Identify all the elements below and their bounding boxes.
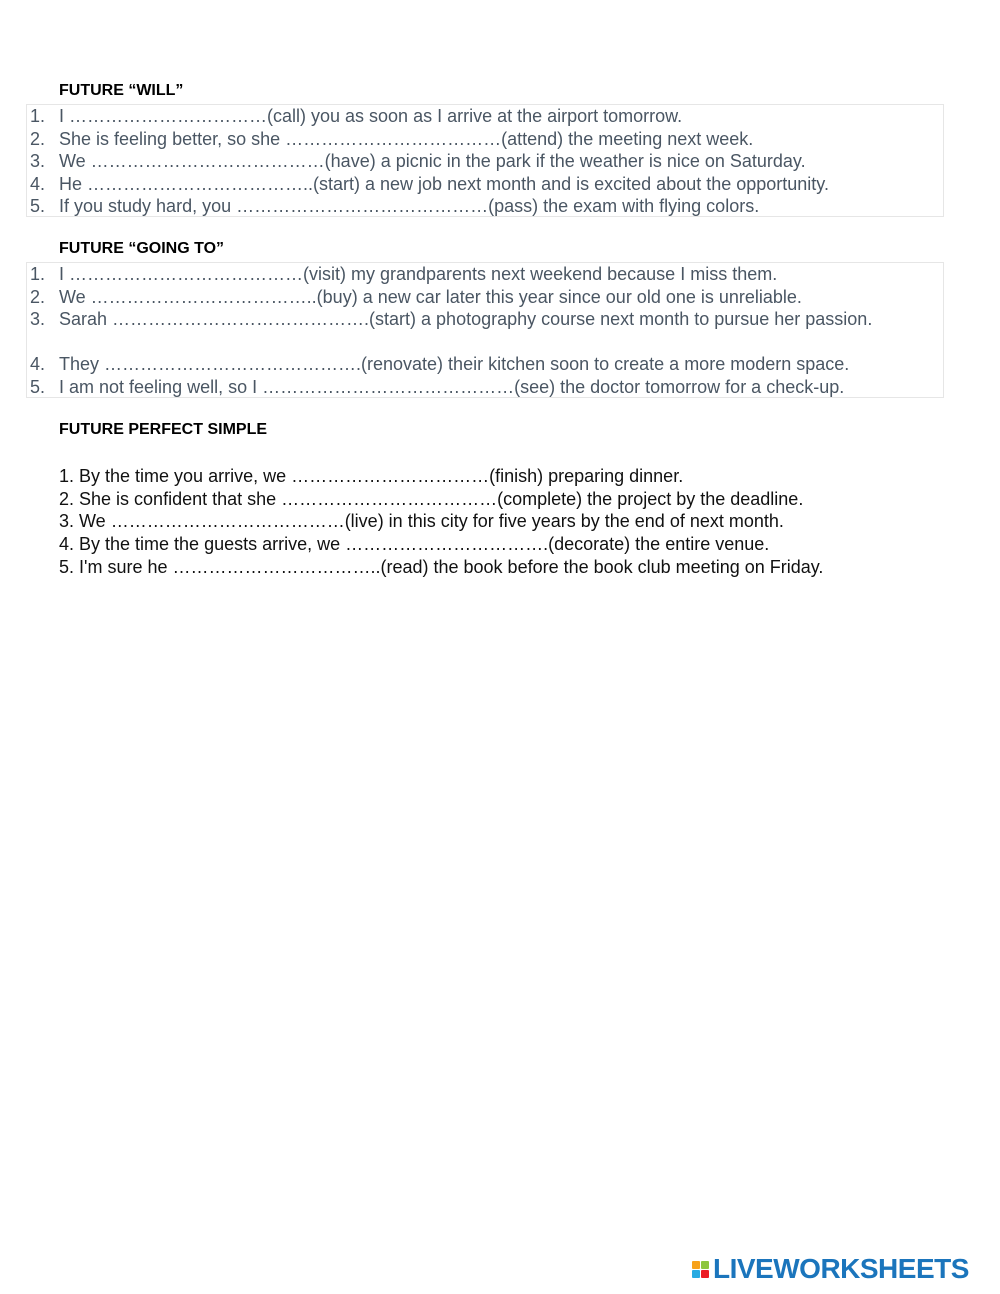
exercise-item (27, 195, 943, 218)
exercise-item (27, 173, 943, 196)
item-text: I am not feeling well, so I ……………………………………(see) the doctor tomorrow for a check-up. (59, 376, 845, 397)
item-text: We …………………………………(have) a picnic in the park if the weather is nice on Saturday. (59, 151, 806, 172)
logo-mark-icon (692, 1261, 709, 1278)
item-number: 5. (30, 196, 46, 217)
section-heading-going-to: FUTURE “GOING TO” (59, 240, 225, 257)
exercise-item (27, 150, 943, 173)
item-number: 3. (30, 151, 46, 172)
item-number: 1. (30, 106, 46, 126)
exercise-item: 5. I'm sure he ……………………………..(read) the book before the book club meeting on Friday. (59, 557, 824, 577)
section-heading-future-perfect: FUTURE PERFECT SIMPLE (59, 421, 268, 438)
item-number: 4. (30, 173, 46, 194)
item-text: She is feeling better, so she ………………………………(attend) the meeting next week. (59, 128, 754, 149)
item-number: 2. (30, 286, 46, 307)
exercise-item (27, 105, 943, 128)
exercise-item: 3. We …………………………………(live) in this city for five years by the end of next month. (59, 511, 784, 531)
exercise-item (27, 263, 943, 286)
exercise-box-going-to (26, 262, 944, 398)
item-number: 1. (30, 264, 46, 284)
item-text: If you study hard, you ……………………………………(pass) the exam with flying colors. (59, 196, 760, 217)
item-number: 2. (30, 128, 46, 149)
item-text: He ………………………………..(start) a new job next month and is excited about the opportunity. (59, 173, 829, 194)
exercise-item (27, 376, 943, 399)
liveworksheets-logo (692, 1254, 969, 1284)
item-number: 4. (30, 354, 46, 375)
exercise-item (27, 308, 943, 353)
exercise-box-will (26, 104, 944, 217)
item-number: 5. (30, 376, 46, 397)
item-number: 3. (30, 309, 46, 330)
item-text: I …………………………………(visit) my grandparents next weekend because I miss them. (59, 264, 778, 284)
exercise-item: 4. By the time the guests arrive, we …………………………….(decorate) the entire venue. (59, 534, 770, 554)
item-text: They …………………………………….(renovate) their kitchen soon to create a more modern space. (59, 354, 850, 375)
exercise-item (27, 128, 943, 151)
item-text: I ……………………………(call) you as soon as I arrive at the airport tomorrow. (59, 106, 683, 126)
exercise-item: 2. She is confident that she ………………………………(complete) the project by the deadline. (59, 489, 804, 509)
logo-text: LIVEWORKSHEETS (713, 1253, 969, 1284)
section-heading-will: FUTURE “WILL” (59, 82, 184, 99)
item-text: Sarah …………………………………….(start) a photography course next month to pursue her passion. (59, 309, 873, 330)
exercise-item (27, 353, 943, 376)
exercise-item (27, 286, 943, 309)
item-text: We ………………………………..(buy) a new car later this year since our old one is unreliable. (59, 286, 802, 307)
exercise-item: 1. By the time you arrive, we ……………………………(finish) preparing dinner. (59, 466, 684, 486)
